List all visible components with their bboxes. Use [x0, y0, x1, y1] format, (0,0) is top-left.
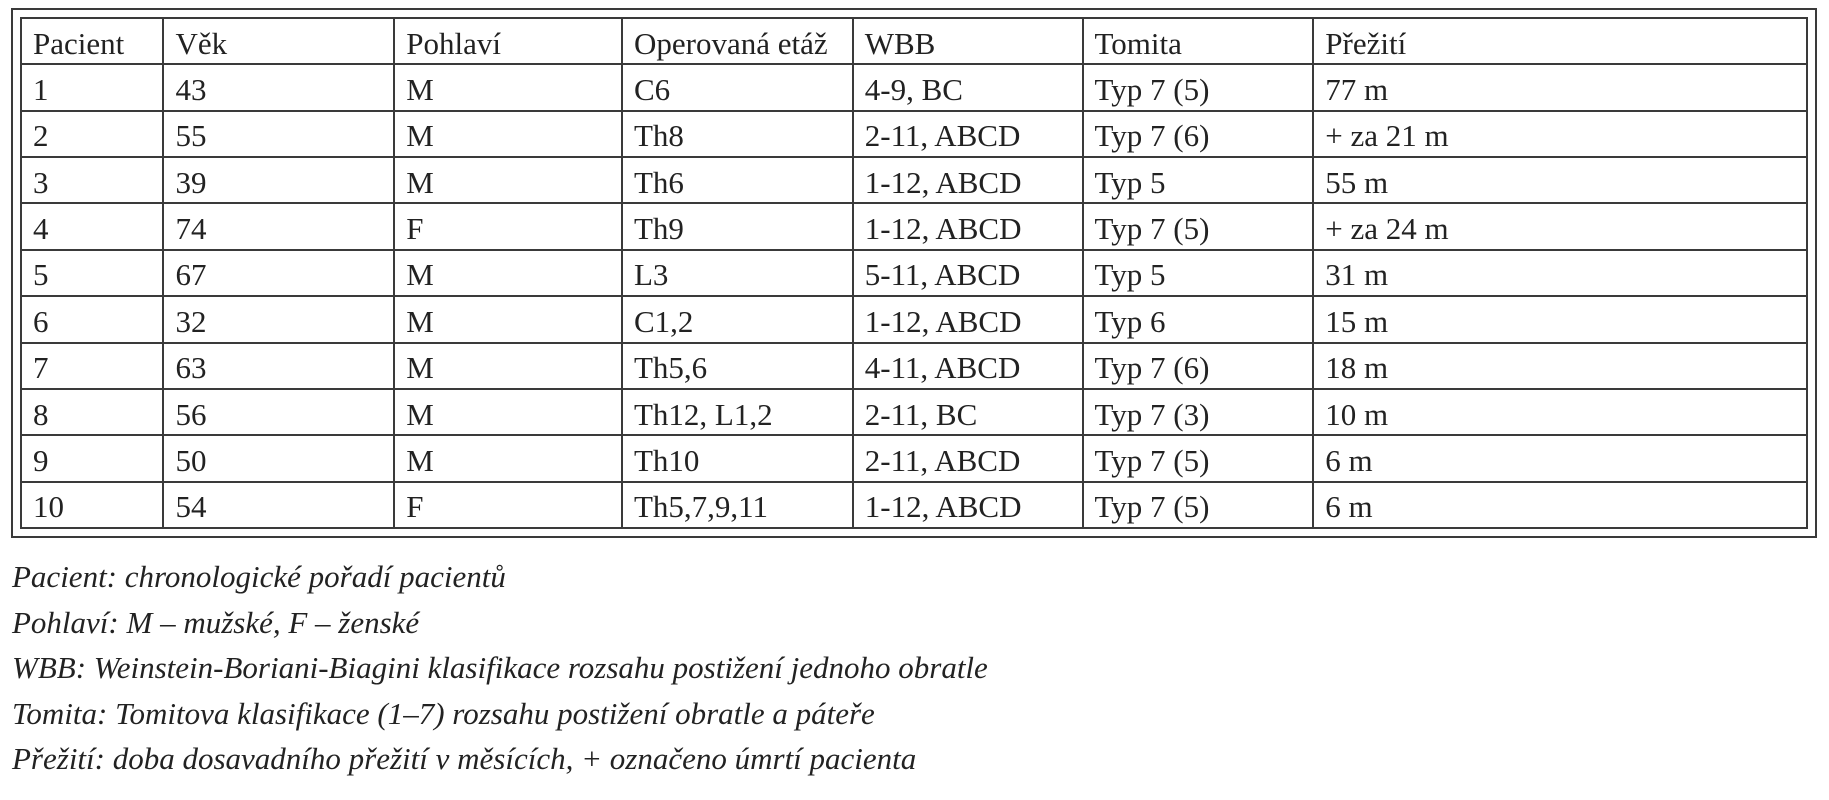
cell-preziti: 55 m	[1313, 157, 1807, 203]
table-row	[21, 435, 1807, 481]
cell-tomita: Typ 7 (6)	[1083, 111, 1314, 157]
table-frame	[11, 8, 1817, 538]
cell-preziti: 77 m	[1313, 64, 1807, 110]
cell-tomita: Typ 5	[1083, 157, 1314, 203]
cell-wbb: 1-12, ABCD	[853, 203, 1083, 249]
cell-pacient: 6	[21, 296, 163, 342]
header-cell-vek: Věk	[163, 18, 394, 64]
cell-pohlavi: M	[394, 64, 622, 110]
cell-wbb: 4-11, ABCD	[853, 343, 1083, 389]
cell-preziti: + za 21 m	[1313, 111, 1807, 157]
cell-pacient: 7	[21, 343, 163, 389]
cell-wbb: 2-11, ABCD	[853, 111, 1083, 157]
cell-operovana-etaz: Th10	[622, 435, 853, 481]
cell-vek: 43	[163, 64, 394, 110]
cell-wbb: 1-12, ABCD	[853, 482, 1083, 528]
cell-vek: 32	[163, 296, 394, 342]
table-row	[21, 111, 1807, 157]
table-row	[21, 203, 1807, 249]
cell-pohlavi: M	[394, 157, 622, 203]
cell-tomita: Typ 6	[1083, 296, 1314, 342]
table-row	[21, 343, 1807, 389]
legend-note-tomita: Tomita: Tomitova klasifikace (1–7) rozsahu postižení obratle a páteře	[12, 695, 875, 731]
cell-pohlavi: M	[394, 343, 622, 389]
table-row	[21, 250, 1807, 296]
header-row	[21, 18, 1807, 64]
cell-tomita: Typ 7 (5)	[1083, 203, 1314, 249]
table-row	[21, 296, 1807, 342]
cell-vek: 67	[163, 250, 394, 296]
cell-preziti: 31 m	[1313, 250, 1807, 296]
legend-note-pohlavi: Pohlaví: M – mužské, F – ženské	[12, 604, 420, 640]
cell-preziti: 10 m	[1313, 389, 1807, 435]
cell-vek: 54	[163, 482, 394, 528]
header-cell-pacient: Pacient	[21, 18, 163, 64]
cell-vek: 74	[163, 203, 394, 249]
legend-note-pacient: Pacient: chronologické pořadí pacientů	[12, 559, 506, 594]
cell-vek: 55	[163, 111, 394, 157]
cell-pacient: 9	[21, 435, 163, 481]
cell-pohlavi: M	[394, 296, 622, 342]
cell-operovana-etaz: Th5,7,9,11	[622, 482, 853, 528]
cell-pohlavi: M	[394, 435, 622, 481]
cell-wbb: 1-12, ABCD	[853, 296, 1083, 342]
cell-tomita: Typ 7 (6)	[1083, 343, 1314, 389]
cell-pacient: 10	[21, 482, 163, 528]
cell-pohlavi: M	[394, 111, 622, 157]
cell-tomita: Typ 5	[1083, 250, 1314, 296]
cell-tomita: Typ 7 (5)	[1083, 64, 1314, 110]
cell-pohlavi: F	[394, 203, 622, 249]
cell-preziti: 6 m	[1313, 435, 1807, 481]
table-row	[21, 389, 1807, 435]
cell-wbb: 4-9, BC	[853, 64, 1083, 110]
cell-wbb: 2-11, BC	[853, 389, 1083, 435]
cell-vek: 56	[163, 389, 394, 435]
header-cell-wbb: WBB	[853, 18, 1083, 64]
cell-vek: 63	[163, 343, 394, 389]
cell-operovana-etaz: C6	[622, 64, 853, 110]
cell-operovana-etaz: Th5,6	[622, 343, 853, 389]
legend-note-preziti: Přežití: doba dosavadního přežití v měsících, + označeno úmrtí pacienta	[12, 741, 917, 776]
header-cell-pohlavi: Pohlaví	[394, 18, 622, 64]
cell-pohlavi: F	[394, 482, 622, 528]
cell-preziti: 6 m	[1313, 482, 1807, 528]
patient-table	[20, 17, 1808, 529]
table-row	[21, 64, 1807, 110]
cell-operovana-etaz: Th9	[622, 203, 853, 249]
cell-tomita: Typ 7 (5)	[1083, 435, 1314, 481]
cell-vek: 39	[163, 157, 394, 203]
header-cell-preziti: Přežití	[1313, 18, 1807, 64]
cell-tomita: Typ 7 (5)	[1083, 482, 1314, 528]
cell-pacient: 8	[21, 389, 163, 435]
cell-operovana-etaz: Th12, L1,2	[622, 389, 853, 435]
cell-wbb: 5-11, ABCD	[853, 250, 1083, 296]
cell-pacient: 2	[21, 111, 163, 157]
cell-vek: 50	[163, 435, 394, 481]
table-row	[21, 157, 1807, 203]
cell-pacient: 1	[21, 64, 163, 110]
cell-operovana-etaz: L3	[622, 250, 853, 296]
table-legend	[12, 561, 1812, 789]
cell-preziti: 18 m	[1313, 343, 1807, 389]
table-body	[21, 18, 1807, 528]
header-cell-operovana-etaz: Operovaná etáž	[622, 18, 853, 64]
cell-preziti: 15 m	[1313, 296, 1807, 342]
cell-operovana-etaz: Th8	[622, 111, 853, 157]
cell-pacient: 3	[21, 157, 163, 203]
cell-operovana-etaz: Th6	[622, 157, 853, 203]
cell-pohlavi: M	[394, 389, 622, 435]
cell-pacient: 4	[21, 203, 163, 249]
legend-note-wbb: WBB: Weinstein-Boriani-Biagini klasifikace rozsahu postižení jednoho obratle	[12, 650, 988, 685]
cell-pacient: 5	[21, 250, 163, 296]
cell-preziti: + za 24 m	[1313, 203, 1807, 249]
cell-tomita: Typ 7 (3)	[1083, 389, 1314, 435]
cell-pohlavi: M	[394, 250, 622, 296]
table-row	[21, 482, 1807, 528]
cell-wbb: 1-12, ABCD	[853, 157, 1083, 203]
header-cell-tomita: Tomita	[1083, 18, 1314, 64]
cell-operovana-etaz: C1,2	[622, 296, 853, 342]
cell-wbb: 2-11, ABCD	[853, 435, 1083, 481]
